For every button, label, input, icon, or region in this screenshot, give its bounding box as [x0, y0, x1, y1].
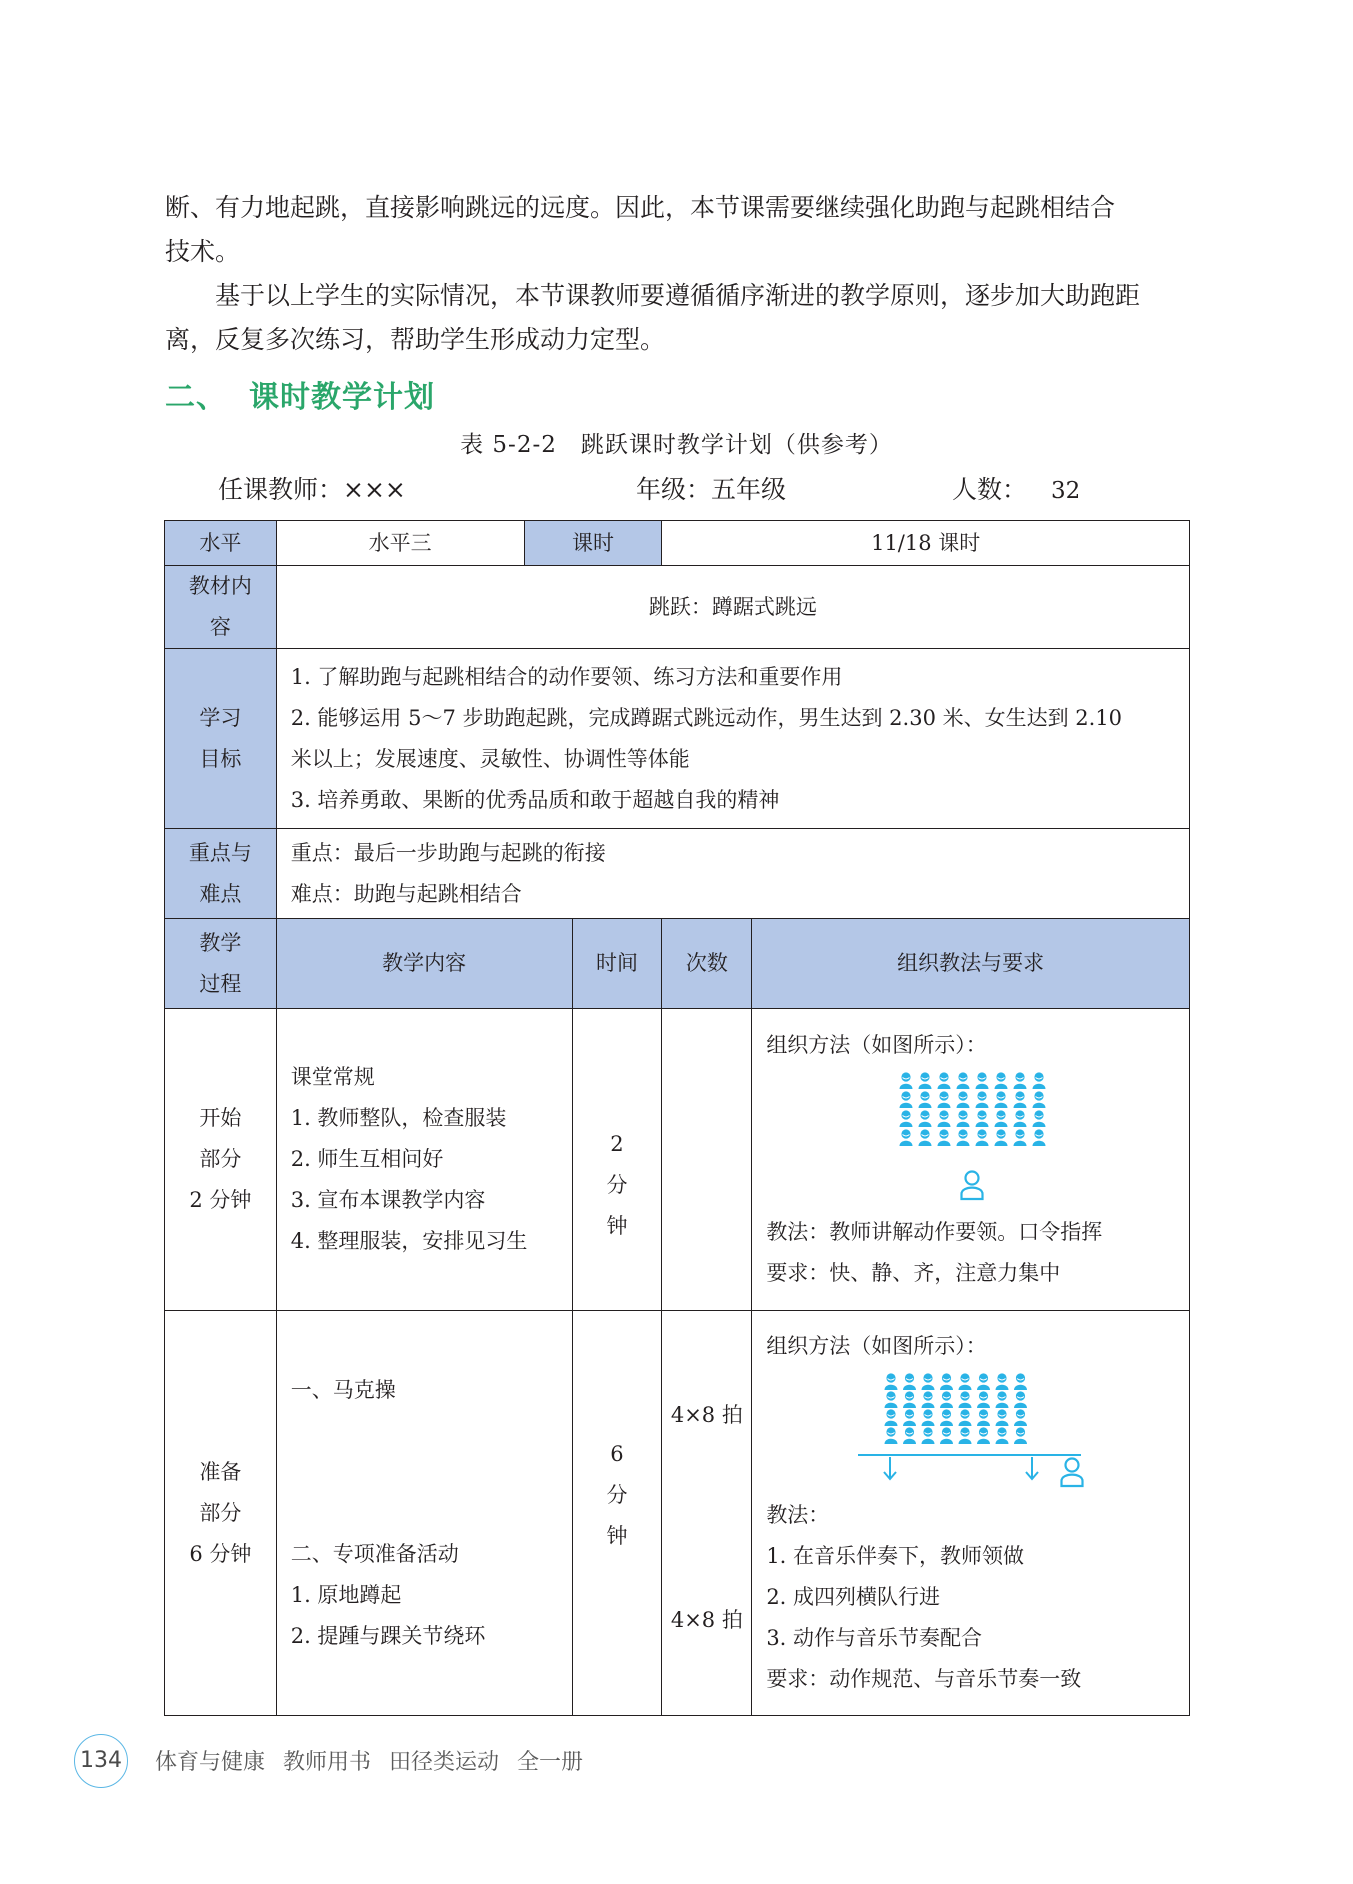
student-icon: [996, 1409, 1009, 1426]
requirement-text: 要求：动作规范、与音乐节奏一致: [766, 1667, 1082, 1691]
student-icon: [976, 1072, 989, 1089]
table-row: [165, 521, 1190, 566]
reps-value: 4×8 拍: [670, 1608, 743, 1632]
level-label: 水平: [165, 521, 277, 566]
student-icon: [1014, 1409, 1027, 1426]
prep-phase-label: 准备 部分 6 分钟: [165, 1311, 277, 1716]
lesson-label: 课时: [524, 521, 662, 566]
student-icon: [903, 1427, 916, 1444]
goals-label: 学习 目标: [165, 649, 277, 829]
student-icon: [919, 1091, 932, 1108]
col-content: 教学内容: [276, 919, 572, 1009]
student-icon: [976, 1129, 989, 1146]
footer-title: [155, 1745, 601, 1776]
student-icon: [1014, 1072, 1027, 1089]
student-icon: [903, 1373, 916, 1390]
student-icon: [919, 1110, 932, 1127]
count-value: 32: [1051, 478, 1081, 504]
table-row-prep: [165, 1311, 1190, 1716]
goal-item: 3. 培养勇敢、果断的优秀品质和敢于超越自我的精神: [290, 787, 780, 812]
body-text-line: 离，反复多次练习，帮助学生形成动力定型。: [165, 325, 666, 354]
student-grid: [885, 1373, 1028, 1444]
unit-name: 田径类运动: [389, 1750, 500, 1775]
book-name: 体育与健康: [155, 1750, 266, 1775]
col-method: 组织教法与要求: [752, 919, 1190, 1009]
key-point: 重点：最后一步助跑与起跳的衔接: [290, 840, 606, 865]
table-row-start: [165, 1009, 1190, 1311]
lesson-plan-table: [164, 520, 1190, 1716]
student-icon: [1014, 1427, 1027, 1444]
body-text-line: 技术。: [165, 237, 241, 266]
content-title: 课堂常规: [290, 1065, 375, 1089]
student-icon: [938, 1072, 951, 1089]
student-icon: [976, 1091, 989, 1108]
student-icon: [938, 1110, 951, 1127]
org-label: 组织方法（如图所示）：: [766, 1334, 987, 1358]
goal-item: 2. 能够运用 5～7 步助跑起跳，完成蹲踞式跳远动作，男生达到 2.30 米、女生达到 2.10: [290, 705, 1123, 730]
student-icon: [940, 1409, 953, 1426]
content-item: 4. 整理服装，安排见习生: [290, 1229, 528, 1253]
content-item: 二、专项准备活动: [290, 1541, 459, 1566]
student-icon: [976, 1110, 989, 1127]
student-icon: [996, 1427, 1009, 1444]
student-icon: [919, 1129, 932, 1146]
lesson-value: 11/18 课时: [662, 521, 1190, 566]
count-label: 人数：: [952, 475, 1028, 504]
arrow-down-icon: [884, 1457, 896, 1479]
book-type: 教师用书: [283, 1750, 372, 1775]
grade-label: 年级：五年级: [636, 475, 787, 504]
student-icon: [922, 1391, 935, 1408]
student-icon: [959, 1427, 972, 1444]
student-icon: [940, 1391, 953, 1408]
student-icon: [919, 1072, 932, 1089]
student-icon: [938, 1091, 951, 1108]
table-row: [165, 649, 1190, 829]
student-icon: [940, 1373, 953, 1390]
content-item: 1. 教师整队，检查服装: [290, 1106, 507, 1130]
student-icon: [885, 1409, 898, 1426]
student-icon: [957, 1129, 970, 1146]
table-header-row: [165, 919, 1190, 1009]
requirement-text: 要求：快、静、齐，注意力集中: [766, 1261, 1061, 1285]
col-time: 时间: [572, 919, 662, 1009]
student-icon: [922, 1373, 935, 1390]
key-cell: [276, 829, 1189, 919]
student-icon: [995, 1110, 1008, 1127]
content-item: 2. 师生互相问好: [290, 1147, 444, 1171]
student-icon: [1014, 1091, 1027, 1108]
student-icon: [1033, 1091, 1046, 1108]
student-icon: [1014, 1391, 1027, 1408]
student-icon: [1014, 1373, 1027, 1390]
goal-item: 米以上；发展速度、灵敏性、协调性等体能: [290, 746, 690, 771]
start-method: [752, 1009, 1190, 1311]
content-item: 一、马克操: [290, 1377, 396, 1402]
student-icon: [1033, 1110, 1046, 1127]
prep-method: [752, 1311, 1190, 1716]
difficulty-point: 难点：助跑与起跳相结合: [290, 881, 522, 906]
key-label: 重点与 难点: [165, 829, 277, 919]
student-icon: [1014, 1129, 1027, 1146]
student-icon: [977, 1427, 990, 1444]
student-icon: [977, 1373, 990, 1390]
method-text: 2. 成四列横队行进: [766, 1585, 941, 1609]
level-value: 水平三: [276, 521, 524, 566]
student-icon: [996, 1391, 1009, 1408]
student-icon: [959, 1409, 972, 1426]
student-icon: [940, 1427, 953, 1444]
student-icon: [900, 1110, 913, 1127]
student-grid: [900, 1072, 1046, 1146]
student-icon: [922, 1409, 935, 1426]
content-label: 教材内容: [165, 566, 277, 649]
table-row: [165, 829, 1190, 919]
formation-diagram: [876, 1070, 1066, 1206]
process-label: 教学 过程: [165, 919, 277, 1009]
student-icon: [1014, 1110, 1027, 1127]
table-caption: 表 5-2-2 跳跃课时教学计划（供参考）: [460, 432, 893, 458]
org-label: 组织方法（如图所示）：: [766, 1033, 987, 1057]
student-icon: [957, 1072, 970, 1089]
student-icon: [977, 1391, 990, 1408]
reps-value: 4×8 拍: [670, 1403, 743, 1427]
start-time: 2 分 钟: [572, 1009, 662, 1311]
student-icon: [903, 1391, 916, 1408]
student-icon: [977, 1409, 990, 1426]
method-text: 3. 动作与音乐节奏配合: [766, 1626, 983, 1650]
volume-name: 全一册: [517, 1750, 584, 1775]
method-text: 1. 在音乐伴奏下，教师领做: [766, 1544, 1025, 1568]
student-icon: [885, 1427, 898, 1444]
student-icon: [922, 1427, 935, 1444]
content-item: 3. 宣布本课教学内容: [290, 1188, 486, 1212]
student-icon: [885, 1373, 898, 1390]
student-icon: [995, 1091, 1008, 1108]
prep-time: 6 分 钟: [572, 1311, 662, 1716]
body-text-line: 基于以上学生的实际情况，本节课教师要遵循循序渐进的教学原则，逐步加大助跑距: [215, 281, 1141, 310]
section-heading: [165, 372, 435, 416]
goal-item: 1. 了解助跑与起跳相结合的动作要领、练习方法和重要作用: [290, 664, 843, 689]
body-text-line: 断、有力地起跳，直接影响跳远的远度。因此，本节课需要继续强化助跑与起跳相结合: [165, 193, 1116, 222]
student-icon: [1033, 1072, 1046, 1089]
student-icon: [957, 1110, 970, 1127]
content-item: 1. 原地蹲起: [290, 1582, 402, 1607]
student-icon: [900, 1129, 913, 1146]
page-number: 134: [74, 1734, 128, 1788]
method-title: 教法：: [766, 1503, 830, 1527]
student-icon: [938, 1129, 951, 1146]
student-icon: [903, 1409, 916, 1426]
march-formation-diagram: [856, 1371, 1096, 1489]
student-icon: [900, 1072, 913, 1089]
method-text: 教法：教师讲解动作要领。口令指挥: [766, 1220, 1103, 1244]
section-number: 二、: [165, 380, 227, 415]
arrow-down-icon: [1026, 1457, 1038, 1479]
teacher-icon: [1062, 1459, 1083, 1487]
start-reps: [662, 1009, 752, 1311]
student-icon: [957, 1091, 970, 1108]
start-phase-label: 开始 部分 2 分钟: [165, 1009, 277, 1311]
student-icon: [885, 1391, 898, 1408]
student-icon: [959, 1373, 972, 1390]
table-row: [165, 566, 1190, 649]
goals-cell: [276, 649, 1189, 829]
teacher-label: 任课教师：×××: [218, 475, 406, 504]
content-item: 2. 提踵与踝关节绕环: [290, 1623, 486, 1648]
student-icon: [1033, 1129, 1046, 1146]
prep-reps: [662, 1311, 752, 1716]
student-icon: [959, 1391, 972, 1408]
start-content: [276, 1009, 572, 1311]
prep-content: [276, 1311, 572, 1716]
student-count: [952, 470, 1080, 506]
student-icon: [995, 1072, 1008, 1089]
section-title: 课时教学计划: [249, 380, 435, 415]
student-icon: [995, 1129, 1008, 1146]
content-value: 跳跃：蹲踞式跳远: [276, 566, 1189, 649]
col-reps: 次数: [662, 919, 752, 1009]
student-icon: [996, 1373, 1009, 1390]
student-icon: [900, 1091, 913, 1108]
teacher-icon: [962, 1172, 983, 1200]
